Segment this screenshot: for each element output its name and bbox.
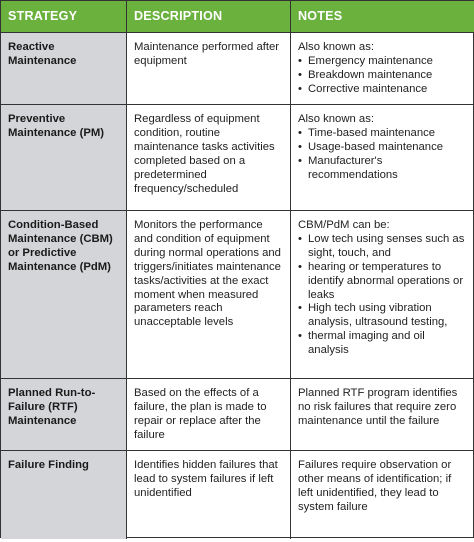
notes-bullet: • hearing or temperatures to identify abnormal operations or leaks: [298, 261, 468, 303]
notes-bullet: • Corrective maintenance: [298, 83, 468, 97]
notes-preventive: [291, 105, 474, 211]
strategy-failure-finding: Failure Finding: [1, 451, 127, 539]
strategy-condition-based: Condition-Based Maintenance (CBM) or Predictive Maintenance (PdM): [1, 211, 127, 379]
description-condition-based: Monitors the performance and condition of equipment during normal operations and triggers/initiates maintenance tasks/activities at the exact moment when measured parameters reach unacceptable levels: [127, 211, 291, 379]
notes-bullet-list: [298, 55, 468, 97]
strategy-reactive: Reactive Maintenance: [1, 33, 127, 105]
description-failure-finding: Identifies hidden failures that lead to system failures if left unidentified: [127, 451, 291, 539]
notes-bullet: • Emergency maintenance: [298, 55, 468, 69]
notes-intro: CBM/PdM can be:: [298, 219, 390, 231]
notes-failure-finding: Failures require observation or other means of identification; if left unidentified, they lead to system failure: [298, 459, 452, 513]
notes-intro: Also known as:: [298, 41, 374, 53]
notes-intro: Also known as:: [298, 113, 374, 125]
strategy-preventive: Preventive Maintenance (PM): [1, 105, 127, 211]
notes-bullet-list: [298, 233, 468, 358]
notes-bullet: • Usage-based maintenance: [298, 141, 468, 155]
description-run-to-failure: Based on the effects of a failure, the plan is made to repair or replace after the failure: [127, 379, 291, 451]
notes-bullet: • High tech using vibration analysis, ultrasound testing,: [298, 302, 468, 330]
description-preventive: Regardless of equipment condition, routine maintenance tasks activities completed based on a predetermined frequency/scheduled: [127, 105, 291, 211]
notes-bullet: • Manufacturer's recommendations: [298, 155, 468, 183]
notes-bullet: • Low tech using senses such as sight, touch, and: [298, 233, 468, 261]
notes-run-to-failure: Planned RTF program identifies no risk failures that require zero maintenance until the failure: [291, 379, 474, 451]
notes-bullet: • thermal imaging and oil analysis: [298, 330, 468, 358]
notes-condition-based: [291, 211, 474, 379]
notes-reactive: [291, 33, 474, 105]
description-reactive: Maintenance performed after equipment: [127, 33, 291, 105]
strategy-run-to-failure: Planned Run-to-Failure (RTF) Maintenance: [1, 379, 127, 451]
notes-bullet: • Time-based maintenance: [298, 127, 468, 141]
header-notes: NOTES: [291, 1, 474, 33]
notes-bullet-list: [298, 127, 468, 183]
header-description: DESCRIPTION: [127, 1, 291, 33]
notes-bullet: • Breakdown maintenance: [298, 69, 468, 83]
header-strategy: STRATEGY: [1, 1, 127, 33]
